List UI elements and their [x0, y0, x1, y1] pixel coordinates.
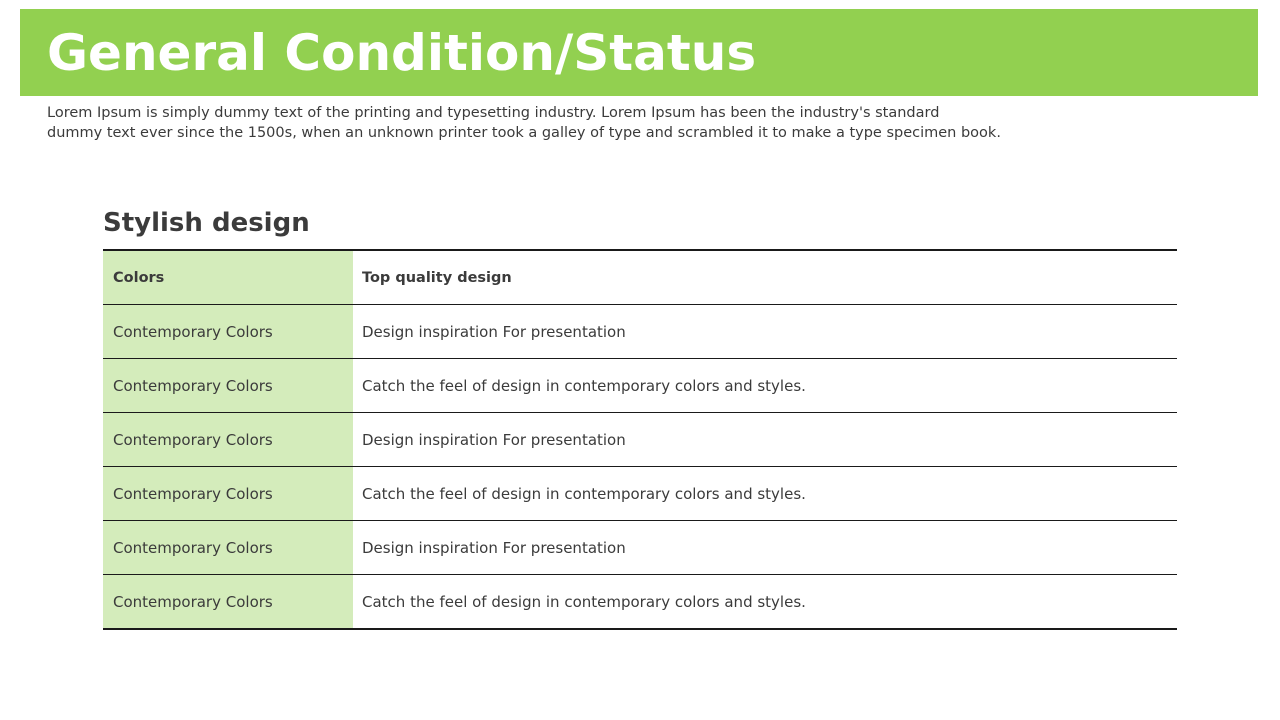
table-row — [103, 305, 1177, 359]
table-cell-color: Contemporary Colors — [103, 575, 353, 630]
section-heading: Stylish design — [103, 208, 310, 238]
table-row — [103, 575, 1177, 630]
table-cell-description: Design inspiration For presentation — [353, 413, 1177, 467]
table-cell-color: Contemporary Colors — [103, 467, 353, 521]
table-header-row — [103, 250, 1177, 305]
design-table — [103, 249, 1177, 630]
table-cell-color: Contemporary Colors — [103, 305, 353, 359]
page-title: General Condition/Status — [47, 24, 757, 82]
table-row — [103, 467, 1177, 521]
table-cell-description: Design inspiration For presentation — [353, 521, 1177, 575]
table-row — [103, 413, 1177, 467]
intro-paragraph — [47, 103, 1007, 143]
intro-line-2: dummy text ever since the 1500s, when an unknown printer took a galley of type and scrambled it to make a type specimen book. — [47, 125, 1001, 141]
intro-line-1: Lorem Ipsum is simply dummy text of the printing and typesetting industry. Lorem Ipsum has been the industry's standard — [47, 105, 940, 121]
table-cell-description: Catch the feel of design in contemporary colors and styles. — [353, 467, 1177, 521]
table-cell-color: Contemporary Colors — [103, 413, 353, 467]
header-cell-design: Top quality design — [353, 250, 1177, 305]
table-row — [103, 359, 1177, 413]
title-bar — [20, 9, 1258, 96]
header-cell-colors: Colors — [103, 250, 353, 305]
table-cell-description: Design inspiration For presentation — [353, 305, 1177, 359]
table-cell-description: Catch the feel of design in contemporary colors and styles. — [353, 575, 1177, 630]
table-cell-color: Contemporary Colors — [103, 521, 353, 575]
table-cell-description: Catch the feel of design in contemporary colors and styles. — [353, 359, 1177, 413]
table-row — [103, 521, 1177, 575]
table-cell-color: Contemporary Colors — [103, 359, 353, 413]
